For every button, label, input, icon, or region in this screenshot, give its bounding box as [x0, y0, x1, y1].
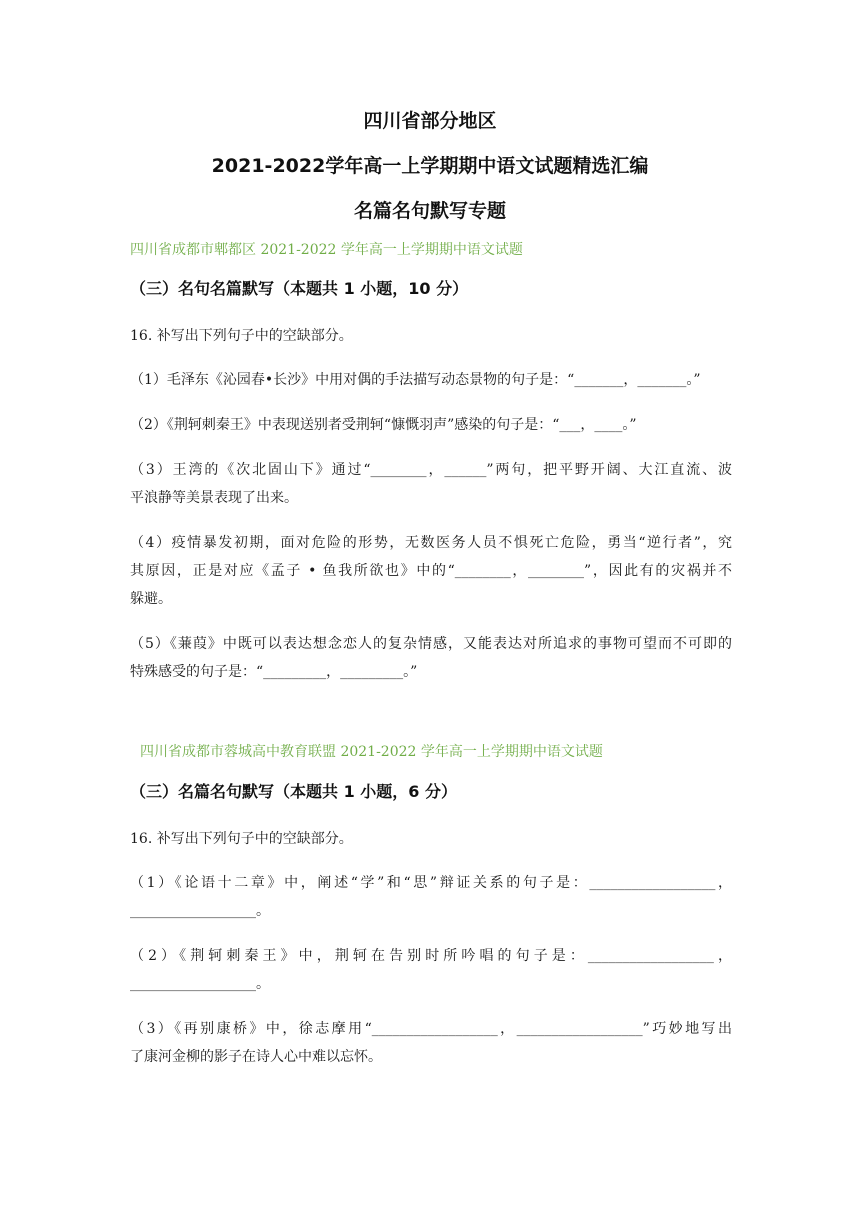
section2-source: 四川省成都市蓉城高中教育联盟 2021-2022 学年高一上学期期中语文试题 — [140, 744, 603, 760]
section2-item1-line1: （1）《论语十二章》中，阐述“学”和“思”辩证关系的句子是：__________________， — [130, 875, 732, 891]
section1-heading: （三）名句名篇默写（本题共 1 小题，10 分） — [130, 279, 469, 298]
section1-item5-line2: 特殊感受的句子是：“_________，_________。” — [130, 664, 418, 680]
document-title-main: 2021-2022学年高一上学期期中语文试题精选汇编 — [211, 155, 649, 177]
section1-item2-line1: （2）《荆轲刺秦王》中表现送别者受荆轲“慷慨羽声”感染的句子是：“___，____。” — [130, 417, 637, 433]
section1-item3-line2: 平浪静等美景表现了出来。 — [130, 490, 298, 506]
section2-item2-line2: __________________。 — [130, 976, 270, 992]
section2-question: 16. 补写出下列句子中的空缺部分。 — [130, 831, 353, 847]
document-title-topic: 名篇名句默写专题 — [353, 200, 506, 222]
section2-item3-line2: 了康河金柳的影子在诗人心中难以忘怀。 — [130, 1049, 382, 1065]
section2-item3-line1: （3）《再别康桥》中，徐志摩用“__________________，__________________”巧妙地写出 — [130, 1021, 732, 1037]
section1-item1-line1: （1）毛泽东《沁园春•长沙》中用对偶的手法描写动态景物的句子是：“_______，_______。” — [130, 372, 701, 388]
section1-item5-line1: （5）《蒹葭》中既可以表达想念恋人的复杂情感，又能表达对所追求的事物可望而不可即的 — [130, 636, 732, 652]
section2-item2-line1: （2）《荆轲刺秦王》中，荆轲在告别时所吟唱的句子是：__________________， — [130, 948, 732, 964]
section2-item1-line2: __________________。 — [130, 903, 270, 919]
section1-item4-line1: （4）疫情暴发初期，面对危险的形势，无数医务人员不惧死亡危险，勇当“逆行者”，究 — [130, 535, 732, 551]
section1-question: 16. 补写出下列句子中的空缺部分。 — [130, 328, 353, 344]
section1-item3-line1: （3）王湾的《次北固山下》通过“________，______”两句，把平野开阔、大江直流、波 — [130, 462, 732, 478]
document-title-region: 四川省部分地区 — [363, 110, 497, 132]
section2-heading: （三）名篇名句默写（本题共 1 小题，6 分） — [130, 782, 457, 801]
section1-source: 四川省成都市郫都区 2021-2022 学年高一上学期期中语文试题 — [130, 242, 523, 258]
section1-item4-line2: 其原因，正是对应《孟子 • 鱼我所欲也》中的“________，________”，因此有的灾祸并不 — [130, 563, 732, 579]
section1-item4-line3: 躲避。 — [130, 591, 172, 607]
